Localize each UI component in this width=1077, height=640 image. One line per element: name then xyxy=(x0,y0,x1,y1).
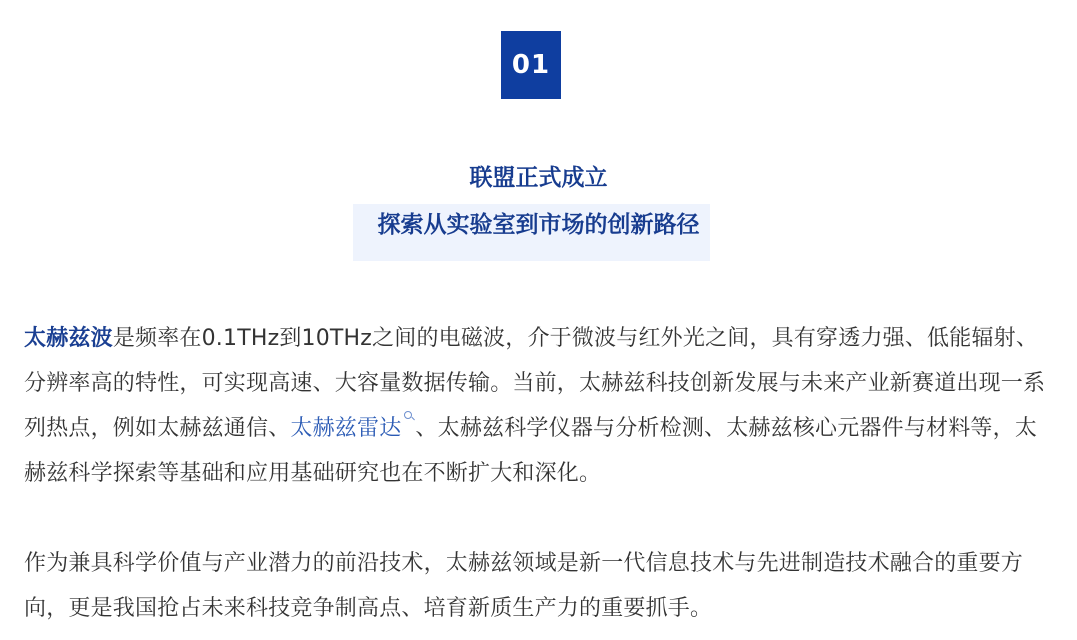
term-terahertz-wave: 太赫兹波 xyxy=(24,326,113,351)
section-title-line2: 探索从实验室到市场的创新路径 xyxy=(377,212,700,238)
link-terahertz-radar[interactable]: 太赫兹雷达 xyxy=(290,416,402,441)
section-number-badge: 01 xyxy=(501,31,561,99)
paragraph1-text-b: 、太赫兹科学仪器与分析检测、太赫兹核心元器件与材料等，太赫兹科学探索等基础和应用基础研究也在不断扩大和深化。 xyxy=(24,416,1038,486)
paragraph-terahertz-intro xyxy=(24,316,1054,496)
paragraph1-text-a: 是频率在0.1THz到10THz之间的电磁波，介于微波与红外光之间，具有穿透力强、低能辐射、分辨率高的特性，可实现高速、大容量数据传输。当前，太赫兹科技创新发展与未来产业新赛道出现一系列热点，例如太赫兹通信、 xyxy=(24,326,1046,441)
search-icon[interactable] xyxy=(403,410,415,422)
paragraph-strategic-importance: 作为兼具科学价值与产业潜力的前沿技术，太赫兹领域是新一代信息技术与先进制造技术融合的重要方向，更是我国抢占未来科技竞争制高点、培育新质生产力的重要抓手。 xyxy=(24,551,1024,621)
section-title-line1: 联盟正式成立 xyxy=(469,165,608,191)
